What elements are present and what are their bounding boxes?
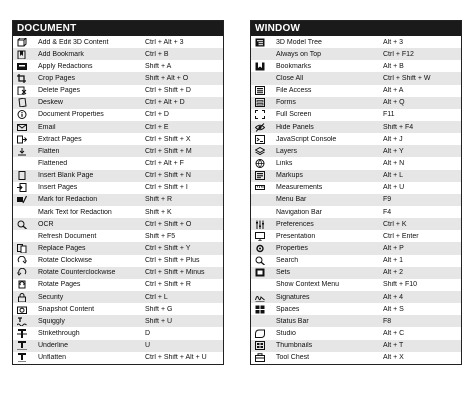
shortcut-row bbox=[13, 85, 223, 97]
window-rows bbox=[251, 36, 461, 364]
shortcut-command: Rotate Pages bbox=[38, 281, 81, 289]
shortcut-command: Links bbox=[276, 159, 293, 167]
shortcut-row bbox=[251, 48, 461, 60]
shortcut-row bbox=[13, 327, 223, 339]
shortcut-keys: Ctrl + D bbox=[145, 111, 169, 119]
shortcut-command: Show Context Menu bbox=[276, 281, 340, 289]
shortcut-command: Markups bbox=[276, 172, 303, 180]
markups-icon bbox=[254, 171, 266, 181]
shortcut-row bbox=[13, 145, 223, 157]
shortcut-row bbox=[251, 315, 461, 327]
shortcut-keys: Ctrl + E bbox=[145, 123, 169, 131]
shortcut-row bbox=[251, 145, 461, 157]
shortcut-keys: Ctrl + Shift + O bbox=[145, 220, 192, 228]
shortcut-command: Studio bbox=[276, 329, 296, 337]
shortcut-row bbox=[13, 182, 223, 194]
shortcut-row bbox=[251, 157, 461, 169]
shortcut-keys: Shift + F4 bbox=[383, 123, 414, 131]
window-panel-title: WINDOW bbox=[251, 21, 461, 36]
shortcut-command: JavaScript Console bbox=[276, 135, 337, 143]
shortcut-row bbox=[251, 352, 461, 364]
page-delete-icon bbox=[16, 86, 28, 96]
shortcut-row bbox=[251, 218, 461, 230]
document-panel-title: DOCUMENT bbox=[13, 21, 223, 36]
shortcut-row bbox=[251, 303, 461, 315]
thumbnails-icon bbox=[254, 341, 266, 351]
shortcut-command: Full Screen bbox=[276, 111, 312, 119]
shortcut-row bbox=[251, 242, 461, 254]
shortcut-command: Always on Top bbox=[276, 50, 322, 58]
shortcut-row bbox=[13, 72, 223, 84]
shortcut-command: Hide Panels bbox=[276, 123, 314, 131]
shortcut-row bbox=[13, 170, 223, 182]
shortcut-keys: Alt + Q bbox=[383, 99, 405, 107]
shortcut-keys: Alt + X bbox=[383, 354, 404, 362]
shortcut-command: Rotate Counterclockwise bbox=[38, 269, 116, 277]
shortcut-keys: Alt + C bbox=[383, 329, 405, 337]
shortcut-command: Tool Chest bbox=[276, 354, 310, 362]
shortcut-command: Properties bbox=[276, 244, 308, 252]
shortcut-command: Mark Text for Redaction bbox=[38, 208, 112, 216]
shortcut-row bbox=[251, 109, 461, 121]
shortcut-keys: Alt + J bbox=[383, 135, 403, 143]
shortcut-command: Insert Blank Page bbox=[38, 172, 94, 180]
shortcut-keys: Ctrl + Shift + X bbox=[145, 135, 191, 143]
shortcut-command: Rotate Clockwise bbox=[38, 257, 93, 265]
studio-icon bbox=[254, 328, 266, 338]
shortcut-keys: Alt + U bbox=[383, 184, 405, 192]
shortcut-command: Signatures bbox=[276, 293, 310, 301]
shortcut-keys: Ctrl + Alt + F bbox=[145, 159, 184, 167]
icon-slot-empty bbox=[254, 280, 266, 290]
shortcut-row bbox=[251, 267, 461, 279]
shortcut-command: Deskew bbox=[38, 99, 63, 107]
deskew-icon bbox=[16, 98, 28, 108]
shortcut-command: Close All bbox=[276, 74, 304, 82]
mark-redaction-icon bbox=[16, 195, 28, 205]
shortcut-keys: Alt + Y bbox=[383, 147, 404, 155]
rotate-pages-icon bbox=[16, 280, 28, 290]
shortcut-command: Bookmarks bbox=[276, 62, 312, 70]
shortcut-keys: Ctrl + Shift + I bbox=[145, 184, 188, 192]
shortcut-row bbox=[13, 133, 223, 145]
shortcut-keys: Ctrl + Shift + R bbox=[145, 281, 191, 289]
shortcut-command: Status Bar bbox=[276, 317, 309, 325]
shortcut-command: Add & Edit 3D Content bbox=[38, 38, 109, 46]
shortcut-row bbox=[13, 60, 223, 72]
shortcut-row bbox=[13, 97, 223, 109]
shortcut-command: Navigation Bar bbox=[276, 208, 322, 216]
shortcut-keys: Alt + S bbox=[383, 305, 404, 313]
shortcut-keys: Ctrl + Shift + D bbox=[145, 87, 191, 95]
shortcut-keys: F11 bbox=[383, 111, 395, 119]
tool-chest-icon bbox=[254, 353, 266, 363]
shortcut-keys: Ctrl + Alt + D bbox=[145, 99, 185, 107]
shortcut-command: Measurements bbox=[276, 184, 323, 192]
shortcut-row bbox=[251, 340, 461, 352]
shortcut-command: Layers bbox=[276, 147, 298, 155]
shortcut-keys: D bbox=[145, 329, 151, 337]
shortcut-command: Insert Pages bbox=[38, 184, 78, 192]
shortcut-command: Snapshot Content bbox=[38, 305, 95, 313]
file-access-icon bbox=[254, 86, 266, 96]
presentation-icon bbox=[254, 231, 266, 241]
shortcut-command: Search bbox=[276, 257, 299, 265]
unflatten-icon bbox=[16, 353, 28, 363]
shortcut-command: Flattened bbox=[38, 159, 68, 167]
signature-icon bbox=[254, 292, 266, 302]
shortcut-keys: F4 bbox=[383, 208, 392, 216]
shortcut-command: Flatten bbox=[38, 147, 60, 155]
shortcut-command: Strikethrough bbox=[38, 329, 80, 337]
shortcut-row bbox=[251, 121, 461, 133]
document-panel bbox=[12, 20, 224, 365]
info-icon bbox=[16, 110, 28, 120]
icon-slot-empty bbox=[254, 207, 266, 217]
shortcut-keys: Ctrl + Alt + 3 bbox=[145, 38, 184, 46]
shortcut-keys: F8 bbox=[383, 317, 392, 325]
shortcut-row bbox=[251, 170, 461, 182]
rotate-ccw-icon bbox=[16, 268, 28, 278]
shortcut-command: Forms bbox=[276, 99, 296, 107]
shortcut-keys: Alt + T bbox=[383, 342, 404, 350]
ocr-icon bbox=[16, 219, 28, 229]
shortcut-keys: Alt + 4 bbox=[383, 293, 404, 301]
shortcut-row bbox=[13, 157, 223, 169]
shortcut-row bbox=[251, 255, 461, 267]
icon-slot-empty bbox=[16, 231, 28, 241]
shortcut-keys: Ctrl + B bbox=[145, 50, 169, 58]
flatten-icon bbox=[16, 146, 28, 156]
link-icon bbox=[254, 158, 266, 168]
icon-slot-empty bbox=[254, 316, 266, 326]
shortcut-command: Thumbnails bbox=[276, 342, 313, 350]
shortcut-command: Refresh Document bbox=[38, 232, 97, 240]
shortcut-keys: Alt + B bbox=[383, 62, 404, 70]
shortcut-keys: Ctrl + Shift + W bbox=[383, 74, 431, 82]
replace-pages-icon bbox=[16, 243, 28, 253]
bookmarks-icon bbox=[254, 61, 266, 71]
email-icon bbox=[16, 122, 28, 132]
shortcut-command: Crop Pages bbox=[38, 74, 75, 82]
model-tree-icon bbox=[254, 37, 266, 47]
shortcut-row bbox=[251, 230, 461, 242]
shortcut-row bbox=[13, 255, 223, 267]
shortcut-command: Add Bookmark bbox=[38, 50, 84, 58]
measurements-icon bbox=[254, 183, 266, 193]
shortcut-keys: Shift + A bbox=[145, 62, 172, 70]
shortcut-command: Unflatten bbox=[38, 354, 67, 362]
shortcut-row bbox=[13, 109, 223, 121]
shortcut-row bbox=[13, 352, 223, 364]
shortcut-keys: Ctrl + Shift + Minus bbox=[145, 269, 205, 277]
shortcut-command: File Access bbox=[276, 87, 312, 95]
shortcut-keys: Ctrl + K bbox=[383, 220, 407, 228]
shortcut-keys: Ctrl + F12 bbox=[383, 50, 414, 58]
shortcut-keys: Shift + Alt + O bbox=[145, 74, 189, 82]
shortcut-row bbox=[251, 327, 461, 339]
shortcut-row bbox=[251, 182, 461, 194]
console-icon bbox=[254, 134, 266, 144]
shortcut-command: Replace Pages bbox=[38, 244, 86, 252]
bookmark-add-icon bbox=[16, 49, 28, 59]
underline-icon bbox=[16, 341, 28, 351]
shortcut-keys: Alt + L bbox=[383, 172, 404, 180]
shortcut-keys: Ctrl + Shift + Plus bbox=[145, 257, 200, 265]
properties-icon bbox=[254, 243, 266, 253]
shortcut-keys: F9 bbox=[383, 196, 392, 204]
shortcut-row bbox=[251, 60, 461, 72]
icon-slot-empty bbox=[16, 207, 28, 217]
shortcut-row bbox=[13, 315, 223, 327]
shortcut-keys: Alt + A bbox=[383, 87, 404, 95]
shortcut-command: 3D Model Tree bbox=[276, 38, 322, 46]
icon-slot-empty bbox=[16, 158, 28, 168]
shortcut-row bbox=[13, 218, 223, 230]
crop-icon bbox=[16, 73, 28, 83]
shortcut-row bbox=[251, 85, 461, 97]
shortcut-row bbox=[251, 72, 461, 84]
shortcut-row bbox=[13, 279, 223, 291]
blank-page-icon bbox=[16, 171, 28, 181]
icon-slot-empty bbox=[254, 195, 266, 205]
forms-icon bbox=[254, 98, 266, 108]
strikethrough-icon bbox=[16, 328, 28, 338]
shortcut-command: OCR bbox=[38, 220, 54, 228]
shortcut-keys: Alt + 3 bbox=[383, 38, 404, 46]
shortcut-command: Preferences bbox=[276, 220, 314, 228]
shortcut-row bbox=[251, 206, 461, 218]
shortcut-keys: Shift + F5 bbox=[145, 232, 176, 240]
layers-icon bbox=[254, 146, 266, 156]
shortcut-keys: Ctrl + Shift + Y bbox=[145, 244, 191, 252]
redaction-apply-icon bbox=[16, 61, 28, 71]
shortcut-command: Extract Pages bbox=[38, 135, 82, 143]
shortcut-row bbox=[251, 36, 461, 48]
3d-content-icon bbox=[16, 37, 28, 47]
shortcut-row bbox=[251, 133, 461, 145]
shortcut-row bbox=[251, 279, 461, 291]
document-rows bbox=[13, 36, 223, 364]
shortcut-row bbox=[251, 194, 461, 206]
shortcut-row bbox=[13, 267, 223, 279]
shortcut-command: Presentation bbox=[276, 232, 316, 240]
shortcut-keys: Ctrl + Shift + M bbox=[145, 147, 192, 155]
insert-pages-icon bbox=[16, 183, 28, 193]
shortcut-row bbox=[13, 48, 223, 60]
shortcut-keys: Ctrl + Shift + N bbox=[145, 172, 191, 180]
rotate-cw-icon bbox=[16, 256, 28, 266]
squiggly-icon bbox=[16, 316, 28, 326]
icon-slot-empty bbox=[254, 49, 266, 59]
shortcut-row bbox=[13, 36, 223, 48]
shortcut-keys: Alt + N bbox=[383, 159, 405, 167]
shortcut-keys: Shift + K bbox=[145, 208, 172, 216]
shortcut-command: Document Properties bbox=[38, 111, 104, 119]
shortcut-keys: Shift + U bbox=[145, 317, 173, 325]
shortcut-command: Mark for Redaction bbox=[38, 196, 98, 204]
icon-slot-empty bbox=[254, 73, 266, 83]
window-panel bbox=[250, 20, 462, 365]
search-icon bbox=[254, 256, 266, 266]
preferences-icon bbox=[254, 219, 266, 229]
shortcut-keys: Ctrl + Enter bbox=[383, 232, 419, 240]
shortcut-row bbox=[13, 194, 223, 206]
shortcut-row bbox=[251, 97, 461, 109]
shortcut-keys: Alt + P bbox=[383, 244, 404, 252]
shortcut-row bbox=[13, 206, 223, 218]
full-screen-icon bbox=[254, 110, 266, 120]
shortcut-command: Delete Pages bbox=[38, 87, 81, 95]
shortcut-command: Email bbox=[38, 123, 56, 131]
shortcut-command: Sets bbox=[276, 269, 291, 277]
shortcut-row bbox=[13, 230, 223, 242]
spaces-icon bbox=[254, 304, 266, 314]
shortcut-keys: Ctrl + Shift + Alt + U bbox=[145, 354, 207, 362]
sets-icon bbox=[254, 268, 266, 278]
shortcut-row bbox=[13, 291, 223, 303]
extract-pages-icon bbox=[16, 134, 28, 144]
shortcut-keys: Shift + G bbox=[145, 305, 173, 313]
shortcut-keys: U bbox=[145, 342, 151, 350]
shortcut-command: Spaces bbox=[276, 305, 300, 313]
shortcut-command: Apply Redactions bbox=[38, 62, 93, 70]
hide-panels-icon bbox=[254, 122, 266, 132]
shortcut-row bbox=[13, 303, 223, 315]
shortcut-row bbox=[13, 121, 223, 133]
shortcut-row bbox=[251, 291, 461, 303]
shortcut-row bbox=[13, 242, 223, 254]
shortcut-keys: Shift + F10 bbox=[383, 281, 418, 289]
shortcut-keys: Alt + 1 bbox=[383, 257, 404, 265]
shortcut-row bbox=[13, 340, 223, 352]
lock-icon bbox=[16, 292, 28, 302]
shortcut-keys: Shift + R bbox=[145, 196, 173, 204]
shortcut-command: Security bbox=[38, 293, 64, 301]
shortcut-command: Underline bbox=[38, 342, 68, 350]
shortcut-command: Menu Bar bbox=[276, 196, 307, 204]
shortcut-keys: Ctrl + L bbox=[145, 293, 168, 301]
shortcut-keys: Alt + 2 bbox=[383, 269, 404, 277]
shortcut-command: Squiggly bbox=[38, 317, 65, 325]
snapshot-icon bbox=[16, 304, 28, 314]
